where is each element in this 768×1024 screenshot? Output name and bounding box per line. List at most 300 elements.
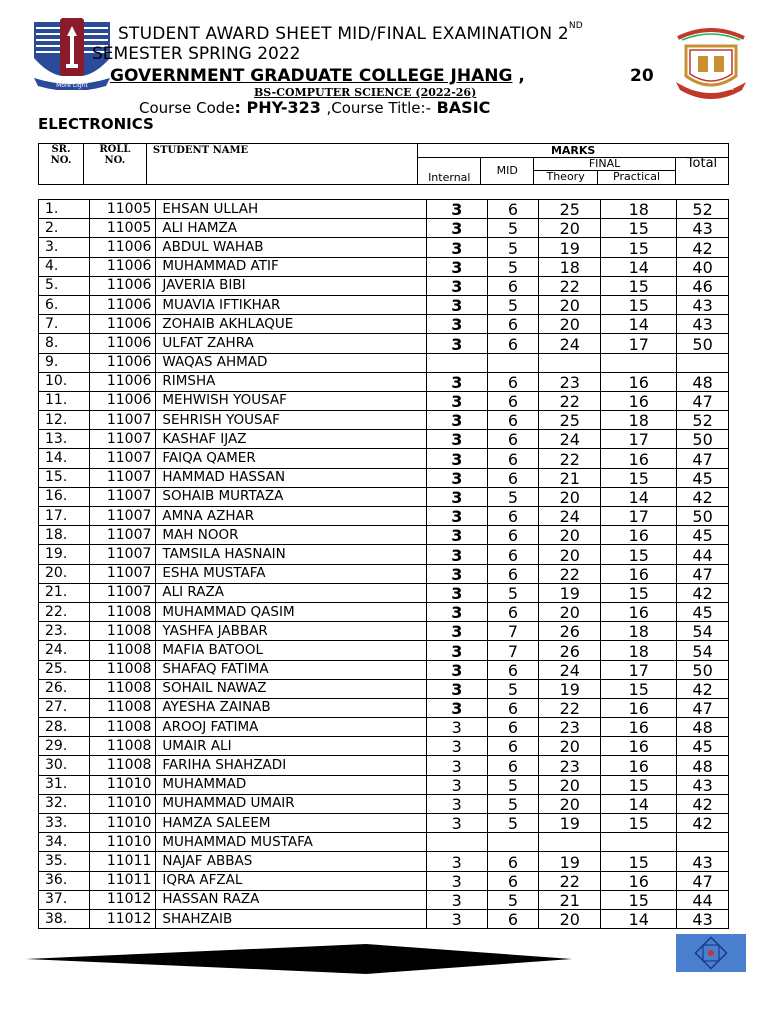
cell-sr: 36.	[39, 871, 90, 890]
cell-mid: 5	[487, 487, 538, 506]
table-row	[39, 718, 729, 737]
cell-practical: 16	[601, 718, 677, 737]
cell-name: MUHAMMAD UMAIR	[156, 794, 426, 813]
cell-name: AMNA AZHAR	[156, 507, 426, 526]
cell-sr: 15.	[39, 468, 90, 487]
cell-mid: 5	[487, 219, 538, 238]
cell-sr: 4.	[39, 257, 90, 276]
cell-total: 42	[677, 814, 729, 833]
cell-practical: 15	[601, 775, 677, 794]
cell-name: EHSAN ULLAH	[156, 200, 426, 219]
cell-roll: 11008	[90, 602, 156, 621]
table-row	[39, 257, 729, 276]
cell-internal: 3	[426, 737, 487, 756]
year-prefix: 20	[630, 66, 654, 86]
table-row	[39, 871, 729, 890]
table-row	[39, 200, 729, 219]
cell-mid	[487, 353, 538, 372]
cell-theory: 22	[539, 564, 601, 583]
cell-practical: 14	[601, 794, 677, 813]
table-row	[39, 909, 729, 928]
cell-theory: 20	[539, 545, 601, 564]
emblem-icon	[676, 934, 746, 972]
cell-internal: 3	[426, 295, 487, 314]
cell-sr: 33.	[39, 814, 90, 833]
cell-name: MUAVIA IFTIKHAR	[156, 295, 426, 314]
cell-practical: 14	[601, 257, 677, 276]
cell-theory: 24	[539, 430, 601, 449]
cell-theory: 20	[539, 295, 601, 314]
cell-internal: 3	[426, 622, 487, 641]
cell-mid: 6	[487, 372, 538, 391]
cell-roll: 11008	[90, 641, 156, 660]
cell-sr: 38.	[39, 909, 90, 928]
table-row	[39, 679, 729, 698]
cell-sr: 8.	[39, 334, 90, 353]
cell-total: 54	[677, 622, 729, 641]
cell-sr: 2.	[39, 219, 90, 238]
cell-practical: 16	[601, 871, 677, 890]
cell-mid	[487, 833, 538, 852]
cell-roll: 11007	[90, 449, 156, 468]
cell-roll: 11006	[90, 315, 156, 334]
table-row	[39, 545, 729, 564]
cell-theory: 19	[539, 852, 601, 871]
cell-sr: 32.	[39, 794, 90, 813]
cell-total: 48	[677, 718, 729, 737]
cell-mid: 6	[487, 909, 538, 928]
course-code: PHY-323	[240, 98, 327, 117]
cell-mid: 6	[487, 200, 538, 219]
cell-roll: 11006	[90, 391, 156, 410]
cell-internal: 3	[426, 698, 487, 717]
cell-name: RIMSHA	[156, 372, 426, 391]
cell-sr: 21.	[39, 583, 90, 602]
table-row	[39, 487, 729, 506]
cell-practical: 15	[601, 852, 677, 871]
seal-year-right: 2022	[724, 86, 735, 91]
cell-sr: 1.	[39, 200, 90, 219]
cell-total: 43	[677, 219, 729, 238]
cell-theory: 19	[539, 583, 601, 602]
cell-name: MAFIA BATOOL	[156, 641, 426, 660]
cell-total: 52	[677, 200, 729, 219]
cell-practical: 14	[601, 487, 677, 506]
cell-name: SOHAIL NAWAZ	[156, 679, 426, 698]
cell-mid: 6	[487, 698, 538, 717]
table-row	[39, 794, 729, 813]
table-row	[39, 852, 729, 871]
cell-practical: 17	[601, 334, 677, 353]
cell-mid: 6	[487, 602, 538, 621]
cell-roll: 11008	[90, 622, 156, 641]
cell-mid: 5	[487, 238, 538, 257]
cell-name: FAIQA QAMER	[156, 449, 426, 468]
table-row	[39, 583, 729, 602]
cell-total: 43	[677, 775, 729, 794]
cell-roll: 11006	[90, 372, 156, 391]
cell-roll: 11008	[90, 698, 156, 717]
cell-roll: 11007	[90, 468, 156, 487]
cell-practical: 15	[601, 238, 677, 257]
cell-total: 50	[677, 507, 729, 526]
cell-sr: 29.	[39, 737, 90, 756]
cell-sr: 37.	[39, 890, 90, 909]
cell-name: SOHAIB MURTAZA	[156, 487, 426, 506]
cell-practical: 15	[601, 545, 677, 564]
cell-theory: 20	[539, 909, 601, 928]
cell-roll: 11007	[90, 411, 156, 430]
total-header: Total	[675, 158, 728, 185]
cell-total: 43	[677, 315, 729, 334]
cell-sr: 5.	[39, 276, 90, 295]
table-row	[39, 602, 729, 621]
cell-internal: 3	[426, 449, 487, 468]
cell-sr: 34.	[39, 833, 90, 852]
cell-total: 54	[677, 641, 729, 660]
cell-total	[677, 833, 729, 852]
cell-mid: 5	[487, 814, 538, 833]
table-row	[39, 334, 729, 353]
cell-internal: 3	[426, 219, 487, 238]
cell-sr: 6.	[39, 295, 90, 314]
final-header: FINAL	[534, 158, 676, 171]
cell-theory: 19	[539, 679, 601, 698]
cell-practical: 16	[601, 698, 677, 717]
cell-roll: 11006	[90, 334, 156, 353]
cell-practical: 18	[601, 622, 677, 641]
cell-name: SHAFAQ FATIMA	[156, 660, 426, 679]
cell-internal: 3	[426, 756, 487, 775]
student-name-header: STUDENT NAME	[146, 144, 417, 185]
marks-header: MARKS	[418, 144, 729, 158]
mid-header: MID	[481, 158, 534, 185]
cell-internal: 3	[426, 679, 487, 698]
cell-internal: 3	[426, 334, 487, 353]
table-row	[39, 698, 729, 717]
cell-roll: 11007	[90, 430, 156, 449]
cell-internal: 3	[426, 545, 487, 564]
page-corner-emblem	[676, 934, 746, 972]
cell-internal	[426, 833, 487, 852]
cell-internal: 3	[426, 372, 487, 391]
cell-theory: 20	[539, 602, 601, 621]
ordinal-suffix: ND	[568, 21, 583, 31]
table-row	[39, 391, 729, 410]
cell-sr: 11.	[39, 391, 90, 410]
cell-practical: 17	[601, 507, 677, 526]
cell-roll: 11005	[90, 200, 156, 219]
cell-mid: 6	[487, 449, 538, 468]
cell-internal: 3	[426, 775, 487, 794]
course-line: Course Code: PHY-323 ,Course Title:- BASIC	[139, 98, 491, 117]
cell-mid: 5	[487, 775, 538, 794]
cell-sr: 24.	[39, 641, 90, 660]
cell-internal: 3	[426, 468, 487, 487]
cell-roll: 11008	[90, 679, 156, 698]
cell-name: MUHAMMAD	[156, 775, 426, 794]
cell-name: ESHA MUSTAFA	[156, 564, 426, 583]
cell-sr: 16.	[39, 487, 90, 506]
cell-sr: 9.	[39, 353, 90, 372]
cell-sr: 26.	[39, 679, 90, 698]
course-title: BASIC	[431, 98, 491, 117]
student-marks-table	[38, 199, 729, 929]
cell-practical: 16	[601, 372, 677, 391]
program-name: BS-COMPUTER SCIENCE (2022-26)	[254, 86, 477, 99]
cell-theory	[539, 353, 601, 372]
cell-theory: 20	[539, 315, 601, 334]
cell-mid: 6	[487, 526, 538, 545]
cell-practical: 15	[601, 468, 677, 487]
cell-mid: 6	[487, 411, 538, 430]
table-row	[39, 622, 729, 641]
cell-roll: 11007	[90, 583, 156, 602]
table-row	[39, 526, 729, 545]
cell-internal: 3	[426, 794, 487, 813]
table-row	[39, 641, 729, 660]
cell-roll: 11010	[90, 814, 156, 833]
cell-internal: 3	[426, 602, 487, 621]
cell-practical: 15	[601, 583, 677, 602]
cell-mid: 6	[487, 430, 538, 449]
cell-total: 44	[677, 890, 729, 909]
cell-name: MUHAMMAD ATIF	[156, 257, 426, 276]
cell-roll: 11008	[90, 756, 156, 775]
cell-internal: 3	[426, 276, 487, 295]
cell-total	[677, 353, 729, 372]
internal-header: Internal	[418, 158, 481, 185]
cell-roll: 11006	[90, 238, 156, 257]
cell-internal: 3	[426, 391, 487, 410]
cell-internal	[426, 353, 487, 372]
table-row	[39, 238, 729, 257]
cell-name: YASHFA JABBAR	[156, 622, 426, 641]
cell-sr: 3.	[39, 238, 90, 257]
cell-roll: 11007	[90, 564, 156, 583]
cell-internal: 3	[426, 507, 487, 526]
cell-internal: 3	[426, 660, 487, 679]
cell-total: 46	[677, 276, 729, 295]
cell-practical: 15	[601, 276, 677, 295]
cell-name: ALI RAZA	[156, 583, 426, 602]
table-row	[39, 814, 729, 833]
cell-theory: 24	[539, 660, 601, 679]
cell-sr: 14.	[39, 449, 90, 468]
cell-theory: 20	[539, 487, 601, 506]
cell-theory: 25	[539, 200, 601, 219]
cell-sr: 13.	[39, 430, 90, 449]
cell-internal: 3	[426, 430, 487, 449]
cell-total: 43	[677, 852, 729, 871]
cell-total: 47	[677, 871, 729, 890]
cell-total: 50	[677, 660, 729, 679]
cell-sr: 23.	[39, 622, 90, 641]
cell-total: 50	[677, 430, 729, 449]
cell-roll: 11010	[90, 833, 156, 852]
cell-name: JAVERIA BIBI	[156, 276, 426, 295]
cell-roll: 11008	[90, 718, 156, 737]
cell-name: ZOHAIB AKHLAQUE	[156, 315, 426, 334]
table-row	[39, 353, 729, 372]
cell-total: 52	[677, 411, 729, 430]
cell-theory: 21	[539, 890, 601, 909]
cell-total: 43	[677, 909, 729, 928]
cell-theory: 19	[539, 238, 601, 257]
sr-no-header: SR. NO.	[39, 144, 84, 185]
sheet-title: STUDENT AWARD SHEET MID/FINAL EXAMINATION 2ND	[118, 21, 583, 44]
cell-total: 48	[677, 756, 729, 775]
cell-mid: 7	[487, 641, 538, 660]
cell-practical: 18	[601, 411, 677, 430]
cell-mid: 6	[487, 507, 538, 526]
cell-mid: 6	[487, 391, 538, 410]
cell-name: MUHAMMAD QASIM	[156, 602, 426, 621]
cell-theory: 25	[539, 411, 601, 430]
cell-sr: 12.	[39, 411, 90, 430]
cell-internal: 3	[426, 814, 487, 833]
cell-name: AYESHA ZAINAB	[156, 698, 426, 717]
table-row	[39, 411, 729, 430]
cell-name: KASHAF IJAZ	[156, 430, 426, 449]
college-name: GOVERNMENT GRADUATE COLLEGE JHANG , 20	[110, 66, 654, 86]
cell-internal: 3	[426, 564, 487, 583]
course-title-continued: ELECTRONICS	[38, 115, 154, 133]
cell-practical: 15	[601, 679, 677, 698]
cell-name: SHAHZAIB	[156, 909, 426, 928]
cell-roll: 11007	[90, 526, 156, 545]
cell-practical: 16	[601, 449, 677, 468]
cell-name: UMAIR ALI	[156, 737, 426, 756]
cell-practical	[601, 353, 677, 372]
cell-mid: 6	[487, 315, 538, 334]
cell-name: AROOJ FATIMA	[156, 718, 426, 737]
cell-theory: 20	[539, 219, 601, 238]
cell-practical: 16	[601, 564, 677, 583]
cell-theory	[539, 833, 601, 852]
cell-total: 42	[677, 794, 729, 813]
cell-mid: 5	[487, 794, 538, 813]
cell-roll: 11012	[90, 909, 156, 928]
logo-motto: More Light	[56, 82, 88, 89]
cell-roll: 11008	[90, 737, 156, 756]
cell-practical: 16	[601, 756, 677, 775]
cell-internal: 3	[426, 890, 487, 909]
cell-mid: 6	[487, 276, 538, 295]
cell-mid: 6	[487, 737, 538, 756]
table-row	[39, 430, 729, 449]
cell-sr: 30.	[39, 756, 90, 775]
cell-total: 47	[677, 564, 729, 583]
cell-theory: 22	[539, 871, 601, 890]
cell-practical: 15	[601, 295, 677, 314]
cell-roll: 11010	[90, 775, 156, 794]
cell-name: MUHAMMAD MUSTAFA	[156, 833, 426, 852]
cell-internal: 3	[426, 871, 487, 890]
college-seal-logo	[672, 24, 750, 100]
cell-total: 45	[677, 737, 729, 756]
cell-total: 42	[677, 487, 729, 506]
cell-total: 45	[677, 526, 729, 545]
cell-internal: 3	[426, 909, 487, 928]
footer-arrow-divider	[26, 944, 572, 974]
cell-mid: 6	[487, 660, 538, 679]
table-row	[39, 276, 729, 295]
cell-theory: 24	[539, 334, 601, 353]
cell-theory: 22	[539, 276, 601, 295]
cell-roll: 11011	[90, 871, 156, 890]
table-row	[39, 315, 729, 334]
cell-total: 40	[677, 257, 729, 276]
cell-practical: 14	[601, 315, 677, 334]
cell-name: TAMSILA HASNAIN	[156, 545, 426, 564]
cell-theory: 23	[539, 718, 601, 737]
cell-internal: 3	[426, 583, 487, 602]
cell-roll: 11007	[90, 487, 156, 506]
cell-name: MEHWISH YOUSAF	[156, 391, 426, 410]
marks-header-table	[38, 143, 729, 185]
cell-practical: 16	[601, 737, 677, 756]
cell-practical: 15	[601, 219, 677, 238]
semester-title: SEMESTER SPRING 2022	[92, 44, 301, 64]
cell-internal: 3	[426, 411, 487, 430]
cell-mid: 5	[487, 890, 538, 909]
cell-sr: 17.	[39, 507, 90, 526]
table-row	[39, 833, 729, 852]
table-row	[39, 449, 729, 468]
cell-name: IQRA AFZAL	[156, 871, 426, 890]
cell-practical: 16	[601, 526, 677, 545]
cell-sr: 27.	[39, 698, 90, 717]
cell-sr: 20.	[39, 564, 90, 583]
cell-name: HAMMAD HASSAN	[156, 468, 426, 487]
cell-name: ALI HAMZA	[156, 219, 426, 238]
table-row	[39, 295, 729, 314]
cell-roll: 11005	[90, 219, 156, 238]
cell-practical: 17	[601, 430, 677, 449]
cell-theory: 20	[539, 794, 601, 813]
cell-sr: 28.	[39, 718, 90, 737]
cell-mid: 6	[487, 564, 538, 583]
cell-total: 48	[677, 372, 729, 391]
cell-total: 47	[677, 449, 729, 468]
cell-internal: 3	[426, 852, 487, 871]
cell-roll: 11011	[90, 852, 156, 871]
cell-roll: 11007	[90, 507, 156, 526]
table-row	[39, 756, 729, 775]
cell-theory: 20	[539, 775, 601, 794]
cell-mid: 6	[487, 545, 538, 564]
cell-roll: 11008	[90, 660, 156, 679]
theory-header: Theory	[534, 171, 598, 185]
cell-name: ABDUL WAHAB	[156, 238, 426, 257]
cell-theory: 20	[539, 526, 601, 545]
cell-total: 47	[677, 391, 729, 410]
cell-internal: 3	[426, 238, 487, 257]
cell-name: HAMZA SALEEM	[156, 814, 426, 833]
cell-sr: 31.	[39, 775, 90, 794]
cell-theory: 26	[539, 641, 601, 660]
cell-total: 42	[677, 583, 729, 602]
cell-mid: 5	[487, 583, 538, 602]
cell-practical: 15	[601, 890, 677, 909]
cell-total: 45	[677, 602, 729, 621]
cell-theory: 24	[539, 507, 601, 526]
table-row	[39, 219, 729, 238]
cell-sr: 22.	[39, 602, 90, 621]
cell-name: SEHRISH YOUSAF	[156, 411, 426, 430]
cell-roll: 11006	[90, 353, 156, 372]
